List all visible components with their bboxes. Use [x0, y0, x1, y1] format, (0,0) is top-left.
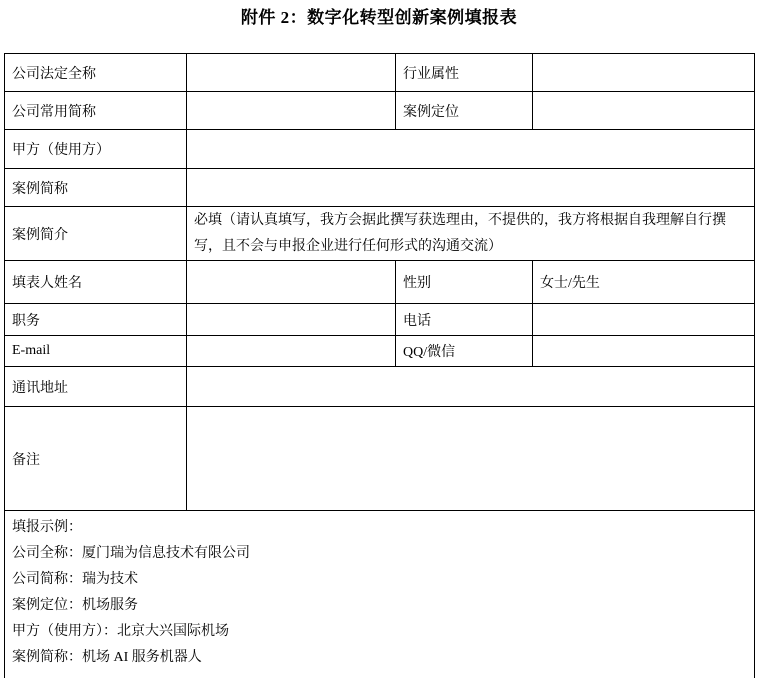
page-title: 附件 2：数字化转型创新案例填报表 [240, 8, 518, 27]
email-label-cell: E-mail [5, 336, 187, 367]
filler-name-value-cell[interactable] [187, 261, 396, 304]
table-row [5, 207, 755, 261]
gender-value-cell[interactable]: 女士/先生 [533, 261, 755, 304]
remarks-value-cell[interactable] [187, 407, 755, 511]
case-report-form-table [4, 53, 755, 678]
industry-attribute-value-cell[interactable] [533, 54, 755, 92]
case-intro-value-cell[interactable] [187, 207, 755, 261]
example-party-a: 甲方（使用方）：北京大兴国际机场 [12, 624, 229, 639]
case-intro-label-cell: 案例简介 [5, 207, 187, 261]
filler-name-label-cell: 填表人姓名 [5, 261, 187, 304]
qq-wechat-label-cell: QQ/微信 [396, 336, 533, 367]
case-positioning-value-cell[interactable] [533, 92, 755, 130]
case-name-label-cell: 案例简称 [5, 169, 187, 207]
phone-label-cell: 电话 [396, 304, 533, 336]
remarks-label-cell: 备注 [5, 407, 187, 511]
example-company-short-name: 公司简称：瑞为技术 [12, 572, 138, 587]
example-company-full-name: 公司全称：厦门瑞为信息技术有限公司 [12, 546, 250, 561]
case-positioning-label-cell: 案例定位 [396, 92, 533, 130]
table-row [5, 511, 755, 678]
position-value-cell[interactable] [187, 304, 396, 336]
company-legal-name-value-cell[interactable] [187, 54, 396, 92]
example-case-name: 案例简称：机场 AI 服务机器人 [12, 650, 202, 665]
address-label-cell: 通讯地址 [5, 367, 187, 407]
table-row [5, 367, 755, 407]
example-heading: 填报示例： [12, 520, 82, 535]
table-row [5, 336, 755, 367]
company-legal-name-label-cell: 公司法定全称 [5, 54, 187, 92]
company-short-name-label-cell: 公司常用简称 [5, 92, 187, 130]
table-row [5, 304, 755, 336]
example-case-positioning: 案例定位：机场服务 [12, 598, 138, 613]
table-row [5, 92, 755, 130]
position-label-cell: 职务 [5, 304, 187, 336]
table-row [5, 130, 755, 169]
example-section-cell [5, 511, 755, 678]
gender-label-cell: 性别 [396, 261, 533, 304]
party-a-label-cell: 甲方（使用方） [5, 130, 187, 169]
case-intro-required-note: 必填（请认真填写，我方会据此撰写获选理由，不提供的，我方将根据自我理解自行撰写，且不会与申报企业进行任何形式的沟通交流） [194, 212, 726, 254]
table-row [5, 54, 755, 92]
phone-value-cell[interactable] [533, 304, 755, 336]
party-a-value-cell[interactable] [187, 130, 755, 169]
company-short-name-value-cell[interactable] [187, 92, 396, 130]
case-name-value-cell[interactable] [187, 169, 755, 207]
address-value-cell[interactable] [187, 367, 755, 407]
industry-attribute-label-cell: 行业属性 [396, 54, 533, 92]
table-row [5, 261, 755, 304]
table-row [5, 169, 755, 207]
email-value-cell[interactable] [187, 336, 396, 367]
qq-wechat-value-cell[interactable] [533, 336, 755, 367]
table-row [5, 407, 755, 511]
